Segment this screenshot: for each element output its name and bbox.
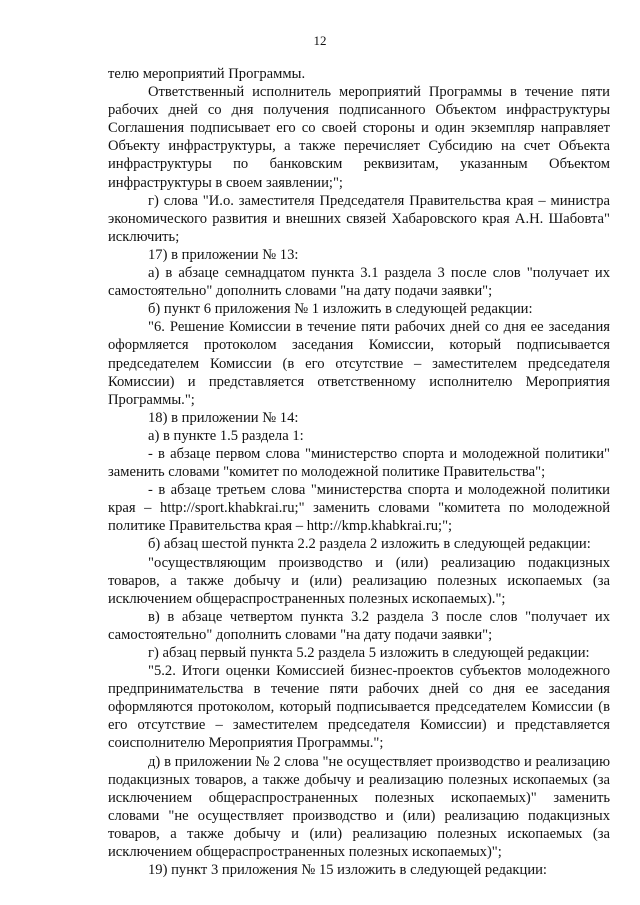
page-number: 12: [313, 33, 327, 48]
paragraph: "осуществляющим производство и (или) реализацию подакцизных товаров, а также добычу и (или) реализацию полезных ископаемых (за исключением общераспространенных полезных ископаемых).";: [108, 554, 610, 607]
paragraph: - в абзаце третьем слова "министерства спорта и молодежной политики края – http://sport.khabkrai.ru;" заменить словами "комитета по молодежной политике Правительства края – http://kmp.khabkrai.ru;";: [108, 482, 610, 535]
paragraph: 17) в приложении № 13:: [148, 246, 299, 263]
paragraph: д) в приложении № 2 слова "не осуществляет производство и реализацию подакцизных товаров, а также добычу и реализацию полезных ископаемых (за исключением общераспространенных полезных ископаемых)" заменить словами "не осуществляет производство и (или) реализацию подакцизных товаров, а также добычу и (или) реализацию полезных ископаемых (за исключением общераспространенных полезных ископаемых)";: [108, 753, 610, 861]
paragraph: 18) в приложении № 14:: [148, 409, 299, 426]
paragraph: - в абзаце первом слова "министерство спорта и молодежной политики" заменить словами "комитет по молодежной политике Правительства";: [108, 445, 610, 481]
paragraph: 19) пункт 3 приложения № 15 изложить в следующей редакции:: [148, 862, 547, 879]
paragraph: Ответственный исполнитель мероприятий Программы в течение пяти рабочих дней со дня получения подписанного Объектом инфраструктуры Соглашения подписывает его со своей стороны и один экземпляр направляет Объекту инфраструктуры, а также перечисляет Субсидию на счет Объекта инфраструктуры по банковским реквизитам, указанным Объектом инфраструктуры в своем заявлении;";: [108, 84, 610, 191]
paragraph: "6. Решение Комиссии в течение пяти рабочих дней со дня ее заседания оформляется протоколом заседания Комиссии, который подписывается председателем Комиссии (в его отсутствие – заместителем председателя Комиссии) и представляется ответственному исполнителю Мероприятия Программы.";: [108, 319, 610, 408]
paragraph: б) абзац шестой пункта 2.2 раздела 2 изложить в следующей редакции:: [148, 536, 591, 553]
document-body: [108, 65, 610, 879]
paragraph: "5.2. Итоги оценки Комиссией бизнес-проектов субъектов молодежного предпринимательства в течение пяти рабочих дней со дня ее заседания оформляются протоколом, который подписывается председателем Комиссии (в его отсутствие – заместителем председателя Комиссии) и представляется соисполнителю Мероприятия Программы.";: [108, 663, 610, 752]
paragraph: г) абзац первый пункта 5.2 раздела 5 изложить в следующей редакции:: [148, 645, 590, 661]
paragraph: г) слова "И.о. заместителя Председателя Правительства края – министра экономического развития и внешних связей Хабаровского края А.Н. Шабовта" исключить;: [108, 192, 610, 245]
paragraph: в) в абзаце четвертом пункта 3.2 раздела 3 после слов "получает их самостоятельно" дополнить словами "на дату подачи заявки";: [108, 608, 610, 643]
paragraph: телю мероприятий Программы.: [108, 66, 306, 82]
paragraph: а) в абзаце семнадцатом пункта 3.1 раздела 3 после слов "получает их самостоятельно" дополнить словами "на дату подачи заявки";: [108, 265, 610, 300]
paragraph: б) пункт 6 приложения № 1 изложить в следующей редакции:: [148, 301, 533, 318]
paragraph: а) в пункте 1.5 раздела 1:: [148, 427, 304, 444]
